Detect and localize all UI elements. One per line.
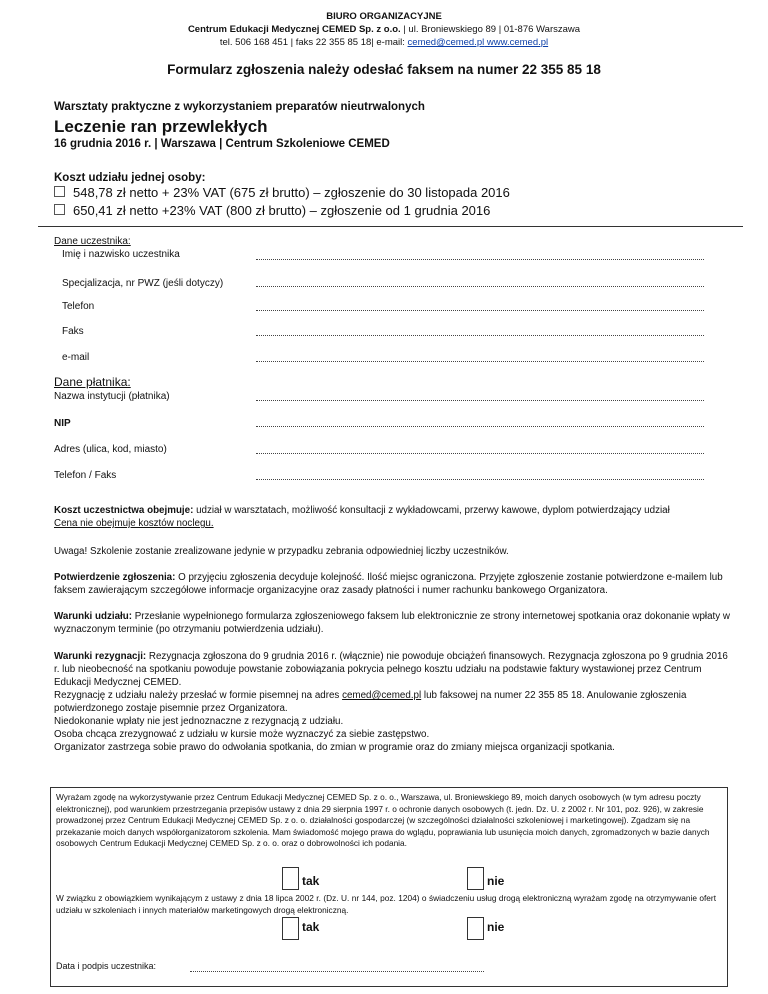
gdpr-no-label: nie: [487, 874, 505, 888]
email-link[interactable]: cemed@cemed.pl: [407, 37, 485, 48]
includes-paragraph: [54, 504, 734, 530]
field-label-institution: Nazwa instytucji (płatnika): [54, 391, 170, 402]
website-link[interactable]: www.cemed.pl: [484, 37, 549, 48]
marketing-yes-checkbox[interactable]: [282, 917, 299, 940]
field-label-phone: Telefon: [62, 301, 95, 312]
marketing-no-label: nie: [487, 920, 505, 934]
org-label: BIURO ORGANIZACYJNE: [326, 11, 442, 22]
resign-email-link[interactable]: cemed@cemed.pl: [342, 690, 422, 701]
includes-text: udział w warsztatach, możliwość konsultacji z wykładowcami, przerwy kawowe, dyplom potwierdzający udział: [193, 505, 670, 516]
field-phone-input[interactable]: [256, 309, 704, 311]
field-label-nip: NIP: [54, 418, 71, 429]
resign-line-2a: Rezygnację z udziału należy przesłać w formie pisemnej na adres: [54, 690, 343, 701]
resign-line-4: Osoba chcąca zrezygnować z udziału w kursie może wyznaczyć za siebie zastępstwo.: [54, 729, 430, 740]
option-2-checkbox[interactable]: [54, 204, 65, 215]
field-nip-input[interactable]: [256, 425, 704, 427]
marketing-yes-label: tak: [302, 920, 320, 934]
field-label-email: e-mail: [62, 352, 90, 363]
cost-option-2: [54, 203, 490, 218]
resign-text: Rezygnacja zgłoszona do 9 grudnia 2016 r. (włącznie) nie powoduje obciążeń finansowych. Rezygnacja zgłoszona po 9 grudnia 2016 r. lub nieobecność na spotkaniu powoduje powstanie zobowiązania pokrycia pełnego kosztu udziału na podstawie faktury wystawionej przez Centrum Edukacji Medycznej CEMED.: [54, 651, 728, 688]
workshop-subtitle: Warsztaty praktyczne z wykorzystaniem preparatów nieutrwalonych: [54, 101, 425, 113]
field-label-payer-phone: Telefon / Faks: [54, 470, 117, 481]
confirm-paragraph: [54, 571, 734, 597]
terms-text: Przesłanie wypełnionego formularza zgłoszeniowego faksem lub elektronicznie ze strony internetowej spotkania oraz dokonanie wpłaty w wyznaczonym terminie (po otrzymaniu potwierdzenia udziału).: [54, 611, 730, 635]
field-institution-input[interactable]: [256, 399, 704, 401]
signature-label: Data i podpis uczestnika:: [56, 961, 157, 971]
divider: [38, 226, 743, 227]
terms-paragraph: [54, 610, 734, 636]
resign-line-2b: lub faksowej na numer 22 355 85 18. Anulowanie zgłoszenia potwierdzonego zostaje pisemnie przez Organizatora.: [54, 690, 687, 714]
gdpr-yes-checkbox[interactable]: [282, 867, 299, 890]
excludes-text: Cena nie obejmuje kosztów noclegu.: [54, 518, 214, 529]
option-2-label: 650,41 zł netto +23% VAT (800 zł brutto) – zgłoszenie od 1 grudnia 2016: [73, 203, 491, 218]
field-label-specialization: Specjalizacja, nr PWZ (jeśli dotyczy): [62, 278, 224, 289]
field-payer-phone-input[interactable]: [256, 478, 704, 480]
gdpr-no-checkbox[interactable]: [467, 867, 484, 890]
resign-line-5: Organizator zastrzega sobie prawo do odwołania spotkania, do zmian w programie oraz do zmiany miejsca organizacji spotkania.: [54, 742, 615, 753]
field-label-fax: Faks: [62, 326, 84, 337]
confirm-label: Potwierdzenie zgłoszenia:: [54, 572, 176, 583]
company-address: | ul. Broniewskiego 89 | 01-876 Warszawa: [400, 24, 581, 35]
resign-paragraph: [54, 650, 734, 754]
signature-input[interactable]: [190, 970, 484, 972]
terms-label: Warunki udziału:: [54, 611, 133, 622]
cost-heading: Koszt udziału jednej osoby:: [54, 172, 206, 184]
notice-paragraph: Uwaga! Szkolenie zostanie zrealizowane jedynie w przypadku zebrania odpowiedniej liczby uczestników.: [54, 546, 509, 557]
field-fax-input[interactable]: [256, 334, 704, 336]
gdpr-yes-label: tak: [302, 874, 320, 888]
fax-notice: Formularz zgłoszenia należy odesłać faksem na numer 22 355 85 18: [167, 62, 601, 77]
field-specialization-input[interactable]: [256, 285, 704, 287]
marketing-consent-text: W związku z obowiązkiem wynikającym z ustawy z dnia 18 lipca 2002 r. (Dz. U. nr 144, poz. 1204) o świadczeniu usług drogą elektroniczną wyrażam zgodę na otrzymywanie ofert udziału w szkoleniach i innych materiałów marketingowych drogą elektroniczną.: [56, 893, 716, 915]
contact-line: [0, 37, 768, 48]
option-1-checkbox[interactable]: [54, 186, 65, 197]
resign-label: Warunki rezygnacji:: [54, 651, 147, 662]
field-email-input[interactable]: [256, 360, 704, 362]
resign-line-3: Niedokonanie wpłaty nie jest jednoznaczne z rezygnacją z udziału.: [54, 716, 344, 727]
cost-option-1: [54, 185, 510, 200]
payer-heading: Dane płatnika:: [54, 375, 131, 389]
gdpr-consent-text: Wyrażam zgodę na wykorzystywanie przez Centrum Edukacji Medycznej CEMED Sp. z o. o., Warszawa, ul. Broniewskiego 89, moich danych osobowych (w tym adresu poczty elektronicznej), pod warunkiem przestrzegania przepisów ustawy z dnia 29 sierpnia 1997 r. o ochronie danych osobowych (t. jedn. Dz. U. z 2002 r. Nr 101, poz. 926), w zakresie prowadzonej przez Centrum Edukacji Medycznej CEMED Sp. z o. o. działalności gospodarczej (w szczególności działalności szkoleniowej i marketingowej). Zgadzam się na przekazanie moich danych współorganizatorom szkolenia. Mam świadomość mojego prawa do wglądu, poprawiania lub usunięcia moich danych, zgromadzonych w bazie danych osobowych Centrum Edukacji Medycznej CEMED Sp. z o. o. oraz o dobrowolności ich podania.: [56, 792, 710, 848]
field-label-address: Adres (ulica, kod, miasto): [54, 444, 167, 455]
option-1-label: 548,78 zł netto + 23% VAT (675 zł brutto) – zgłoszenie do 30 listopada 2016: [73, 185, 510, 200]
workshop-date-place: 16 grudnia 2016 r. | Warszawa | Centrum Szkoleniowe CEMED: [54, 138, 390, 150]
field-address-input[interactable]: [256, 452, 704, 454]
marketing-no-checkbox[interactable]: [467, 917, 484, 940]
phone-fax: tel. 506 168 451 | faks 22 355 85 18| e-mail:: [219, 37, 408, 48]
includes-label: Koszt uczestnictwa obejmuje:: [54, 505, 194, 516]
workshop-title: Leczenie ran przewlekłych: [54, 117, 268, 136]
company-name: Centrum Edukacji Medycznej CEMED Sp. z o.o.: [187, 24, 401, 35]
field-name-input[interactable]: [256, 258, 704, 260]
company-line: [0, 24, 768, 35]
confirm-text: O przyjęciu zgłoszenia decyduje kolejność. Ilość miejsc ograniczona. Przyjęte zgłoszenie zostanie potwierdzone e-mailem lub faksem zawierającym szczegółowe informacje organizacyjne oraz zasady płatności i numer rachunku bankowego Organizatora.: [54, 572, 723, 596]
field-label-name: Imię i nazwisko uczestnika: [62, 249, 180, 260]
participant-heading: Dane uczestnika:: [54, 236, 131, 247]
